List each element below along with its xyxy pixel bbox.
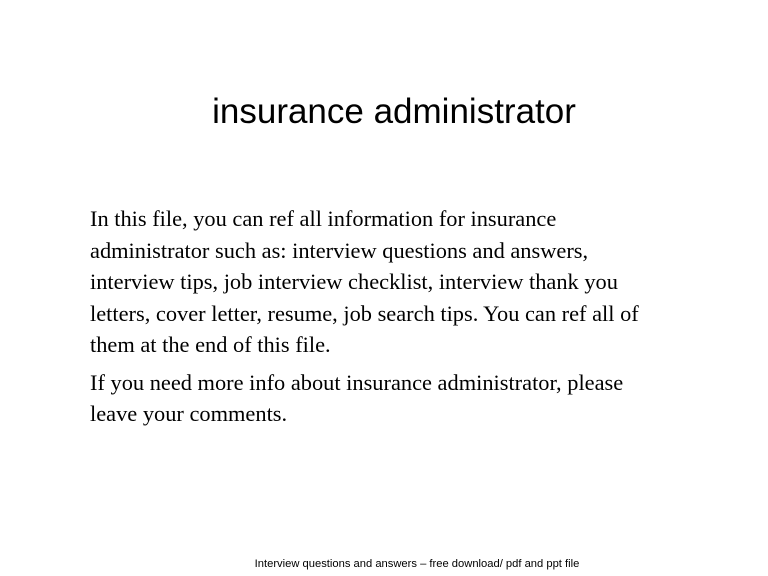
body-line: leave your comments. <box>90 401 288 426</box>
slide-footer: Interview questions and answers – free download/ pdf and ppt file <box>254 558 580 570</box>
slide-title: insurance administrator <box>212 92 576 131</box>
body-line: letters, cover letter, resume, job search tips. You can ref all of <box>90 300 639 326</box>
slide-body <box>90 203 750 430</box>
body-line: administrator such as: interview questions and answers, <box>90 237 589 263</box>
body-paragraph <box>90 203 750 361</box>
body-paragraph <box>90 367 750 430</box>
body-line: If you need more info about insurance administrator, please <box>90 369 624 395</box>
body-line: them at the end of this file. <box>90 332 331 357</box>
body-line: In this file, you can ref all information for insurance <box>90 206 557 231</box>
body-line: interview tips, job interview checklist, interview thank you <box>90 269 618 294</box>
